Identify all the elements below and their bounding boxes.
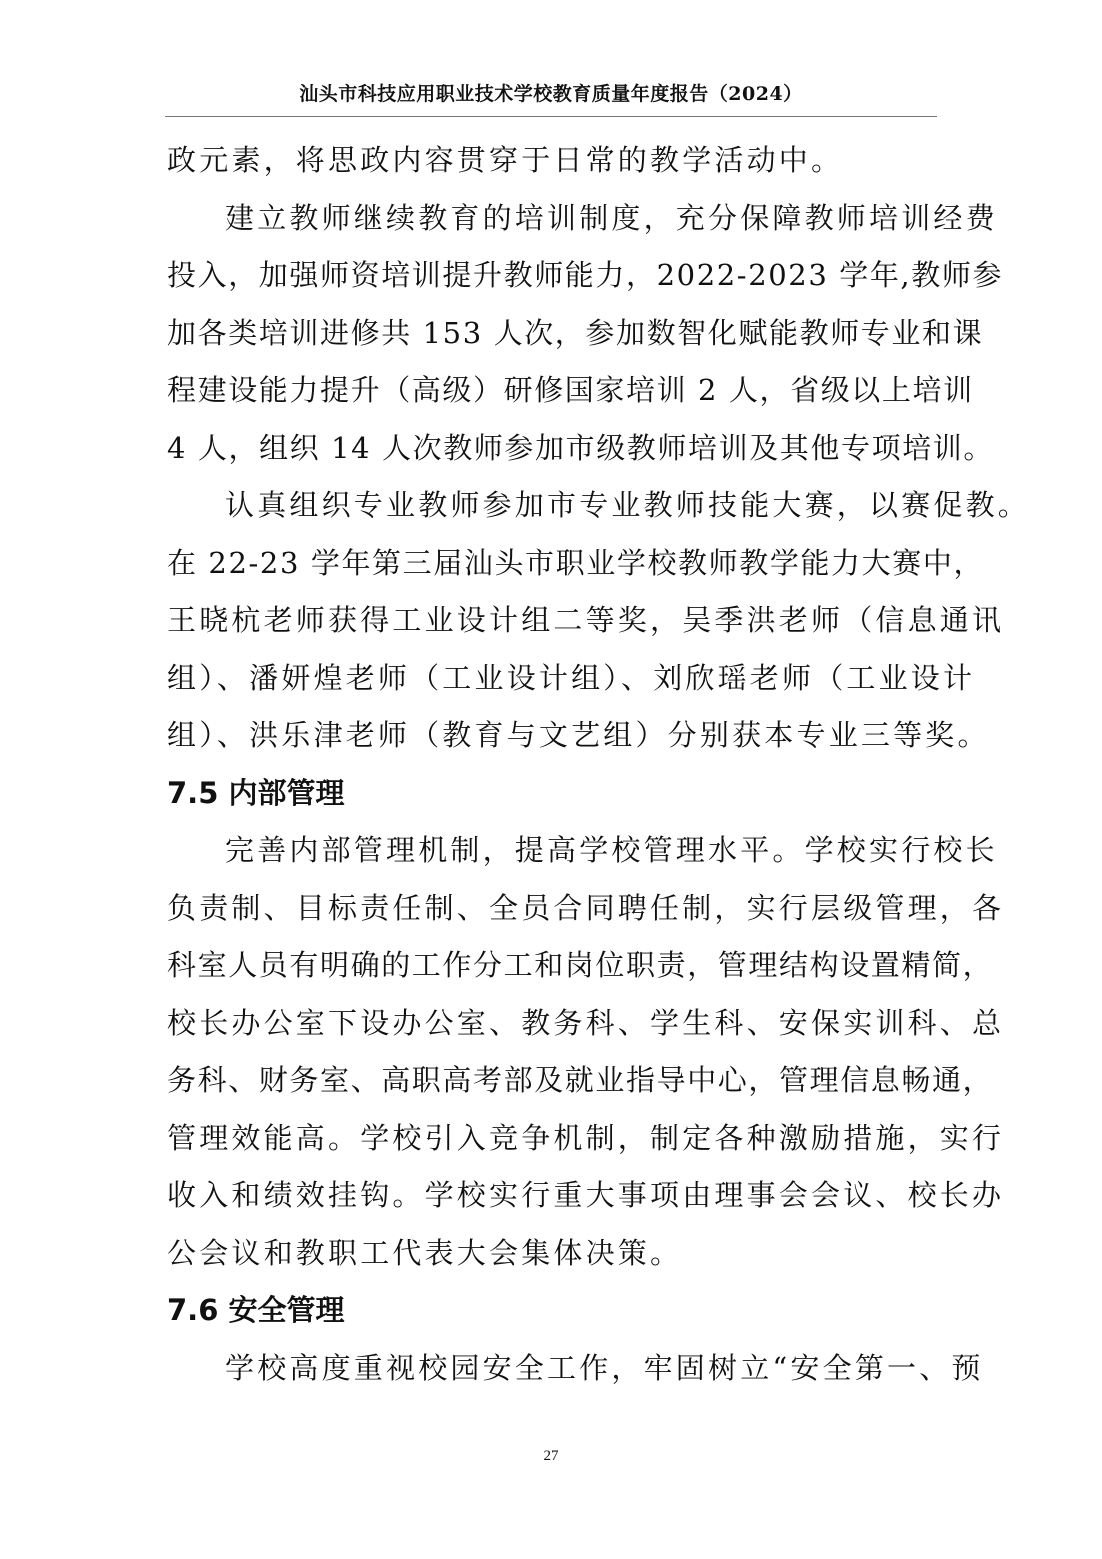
paragraph-line: 在 22-23 学年第三届汕头市职业学校教师教学能力大赛中， [167,545,985,580]
paragraph-line: 建立教师继续教育的培训制度，充分保障教师培训经费 [225,200,998,235]
paragraph-line: 负责制、目标责任制、全员合同聘任制，实行层级管理，各 [167,890,1005,925]
paragraph-line: 认真组织专业教师参加市专业教师技能大赛，以赛促教。 [225,488,1031,522]
section-heading-7-6: 7.6 安全管理 [167,1293,345,1327]
paragraph-line: 政元素，将思政内容贯穿于日常的教学活动中。 [167,143,844,177]
paragraph-line: 务科、财务室、高职高考部及就业指导中心，管理信息畅通， [167,1063,994,1097]
paragraph-line: 管理效能高。学校引入竞争机制，制定各种激励措施，实行 [167,1120,1005,1155]
page-body [167,132,1031,1397]
running-header-title: 汕头市科技应用职业技术学校教育质量年度报告（2024） [299,83,803,105]
paragraph-line: 程建设能力提升（高级）研修国家培训 2 人，省级以上培训 [167,373,974,407]
paragraph-line: 完善内部管理机制，提高学校管理水平。学校实行校长 [225,833,998,867]
paragraph-line: 收入和绩效挂钩。学校实行重大事项由理事会会议、校长办 [167,1178,1005,1212]
paragraph-line: 投入，加强师资培训提升教师能力，2022-2023 学年,教师参 [167,258,1004,292]
paragraph-line: 王晓杭老师获得工业设计组二等奖，吴季洪老师（信息通讯 [167,603,1005,637]
paragraph-line: 公会议和教职工代表大会集体决策。 [167,1235,683,1270]
paragraph-line: 组）、洪乐津老师（教育与文艺组）分别获本专业三等奖。 [167,718,990,752]
paragraph-line: 学校高度重视校园安全工作，牢固树立“安全第一、预 [225,1350,984,1385]
paragraph-line: 加各类培训进修共 153 人次，参加数智化赋能教师专业和课 [167,315,984,350]
header-rule [165,116,937,117]
section-heading-7-5: 7.5 内部管理 [167,775,345,810]
paragraph-line: 校长办公室下设办公室、教务科、学生科、安保实训科、总 [167,1005,1005,1040]
page-number: 27 [543,1448,559,1464]
paragraph-line: 4 人，组织 14 人次教师参加市级教师培训及其他专项培训。 [167,430,995,465]
paragraph-line: 组）、潘妍煌老师（工业设计组）、刘欣瑶老师（工业设计 [167,660,976,695]
paragraph-line: 科室人员有明确的工作分工和岗位职责，管理结构设置精简， [167,948,994,982]
